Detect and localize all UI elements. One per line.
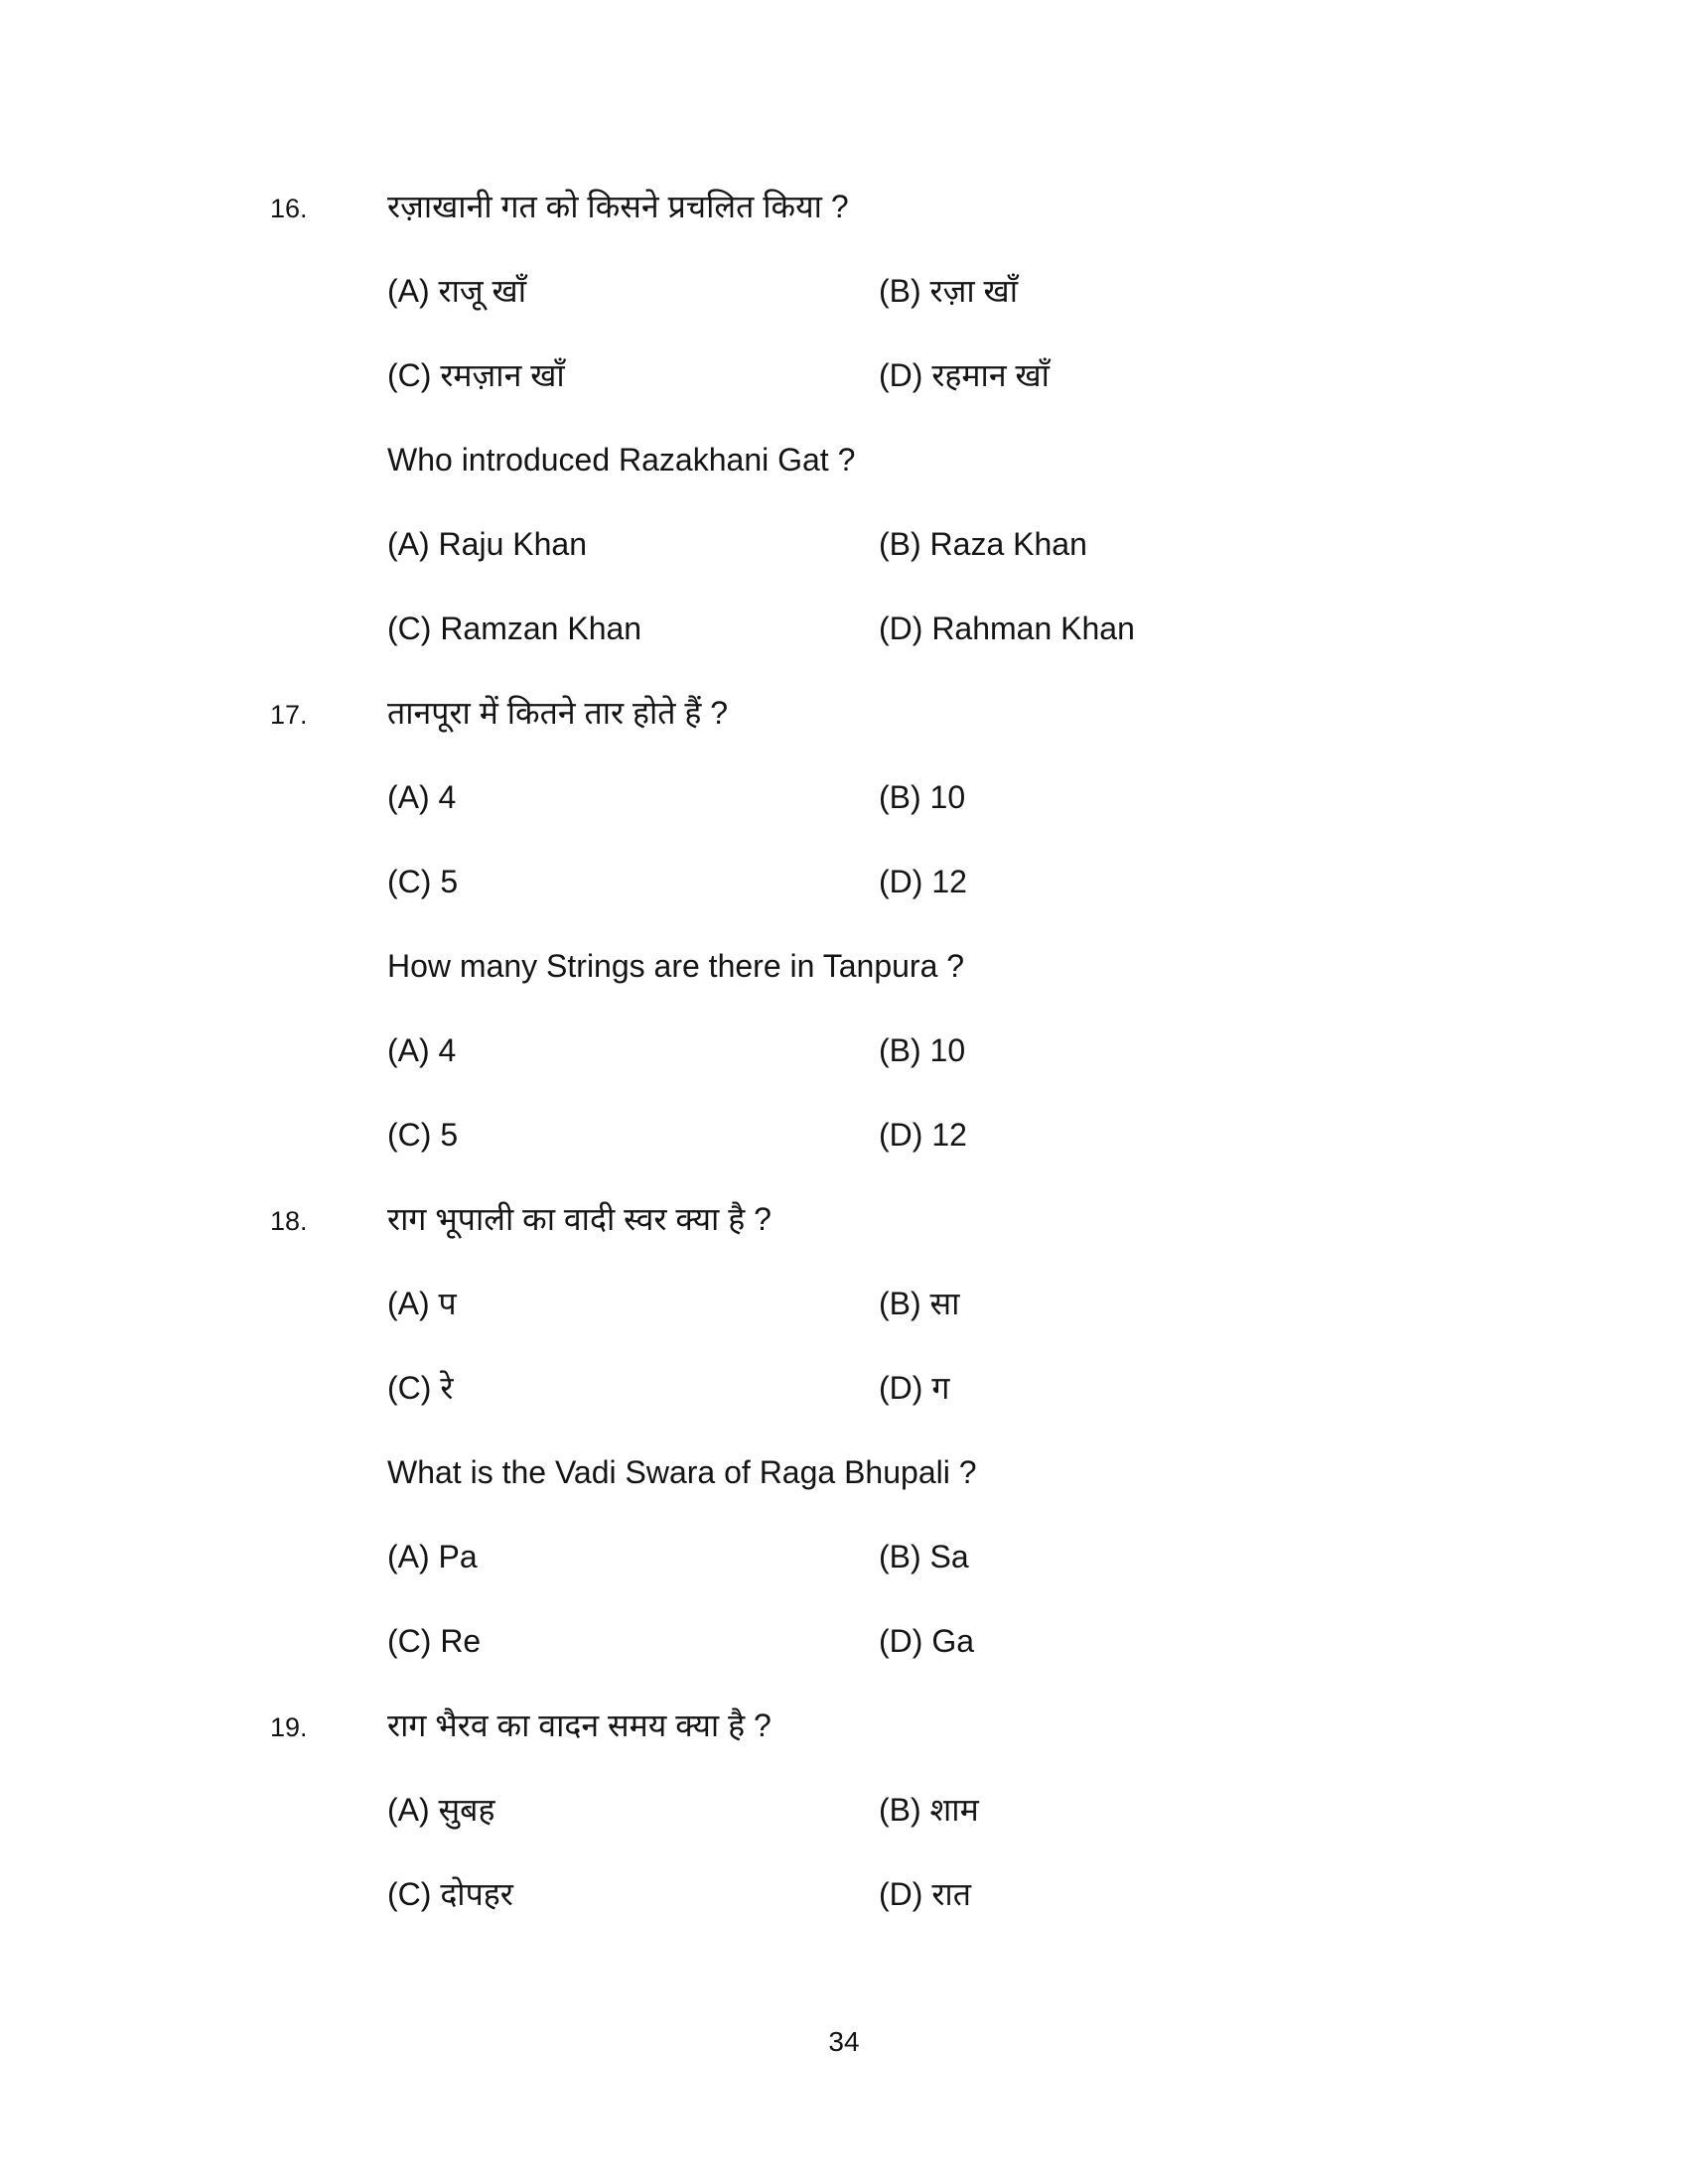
- question-number: 17.: [270, 700, 308, 730]
- option-label: (B): [879, 273, 921, 309]
- option-text: शाम: [929, 1792, 979, 1828]
- question-body: [387, 1706, 1688, 1959]
- options-row: [387, 1030, 1688, 1070]
- option-text: 4: [438, 779, 457, 815]
- question-text-hindi: तानपूरा में कितने तार होते हैं ?: [387, 695, 729, 731]
- option-b-hindi: [879, 271, 1018, 311]
- option-label: (C): [387, 1117, 432, 1153]
- options-row: [387, 862, 1688, 901]
- option-a-hindi: [387, 777, 879, 817]
- option-label: (C): [387, 1623, 432, 1659]
- option-text: Raju Khan: [438, 526, 587, 562]
- options-row: [387, 1284, 1688, 1323]
- option-label: (D): [879, 1876, 923, 1912]
- option-label: (C): [387, 611, 432, 646]
- option-label: (C): [387, 864, 432, 899]
- option-label: (C): [387, 357, 432, 393]
- option-label: (A): [387, 1539, 430, 1574]
- option-text: ग: [931, 1370, 950, 1406]
- option-label: (B): [879, 526, 921, 562]
- option-text: Ramzan Khan: [440, 611, 642, 646]
- options-row: [387, 777, 1688, 817]
- options-row: [387, 271, 1688, 311]
- option-d-english: [879, 1115, 967, 1155]
- option-label: (B): [879, 1286, 921, 1321]
- question-text-english: What is the Vadi Swara of Raga Bhupali ?: [387, 1454, 977, 1490]
- option-a-english: [387, 1030, 879, 1070]
- option-text: रमज़ान खाँ: [440, 357, 565, 393]
- option-c-hindi: [387, 355, 879, 395]
- option-d-hindi: [879, 1368, 949, 1408]
- question-text-hindi: रज़ाखानी गत को किसने प्रचलित किया ?: [387, 189, 849, 224]
- question-19: [0, 1706, 1688, 1959]
- options-row: [387, 524, 1688, 564]
- option-label: (C): [387, 1370, 432, 1406]
- question-text-english: How many Strings are there in Tanpura ?: [387, 948, 965, 984]
- options-row: [387, 1874, 1688, 1914]
- option-d-hindi: [879, 862, 967, 901]
- question-number: 16.: [270, 194, 308, 223]
- question-number: 19.: [270, 1712, 308, 1742]
- option-c-english: [387, 1621, 879, 1661]
- option-text: Ga: [931, 1623, 974, 1659]
- option-label: (B): [879, 1539, 921, 1574]
- option-label: (D): [879, 1117, 923, 1153]
- option-label: (A): [387, 1286, 430, 1321]
- option-c-english: [387, 609, 879, 648]
- option-a-hindi: [387, 1284, 879, 1323]
- option-c-hindi: [387, 1368, 879, 1408]
- option-text: रज़ा खाँ: [929, 273, 1019, 309]
- question-body: [387, 187, 1688, 693]
- option-text: प: [438, 1286, 457, 1321]
- option-text: 10: [929, 779, 966, 815]
- page-number: 34: [828, 2026, 860, 2057]
- option-b-hindi: [879, 1284, 959, 1323]
- option-label: (D): [879, 1623, 923, 1659]
- option-label: (D): [879, 357, 923, 393]
- option-text: 12: [931, 1117, 967, 1153]
- option-text: 4: [438, 1032, 457, 1068]
- options-row: [387, 1115, 1688, 1155]
- question-body: [387, 1199, 1688, 1706]
- option-d-english: [879, 1621, 974, 1661]
- option-text: रात: [931, 1876, 971, 1912]
- option-text: सुबह: [438, 1792, 495, 1828]
- options-row: [387, 1368, 1688, 1408]
- option-d-hindi: [879, 355, 1050, 395]
- option-label: (A): [387, 1792, 430, 1828]
- option-text: Raza Khan: [929, 526, 1087, 562]
- option-text: Sa: [929, 1539, 969, 1574]
- option-label: (A): [387, 1032, 430, 1068]
- option-d-english: [879, 609, 1135, 648]
- option-b-english: [879, 1030, 965, 1070]
- options-row: [387, 1537, 1688, 1576]
- options-row: [387, 1621, 1688, 1661]
- option-a-english: [387, 524, 879, 564]
- option-text: रहमान खाँ: [931, 357, 1050, 393]
- option-d-hindi: [879, 1874, 971, 1914]
- option-c-english: [387, 1115, 879, 1155]
- option-b-english: [879, 524, 1087, 564]
- option-text: 10: [929, 1032, 966, 1068]
- option-text: सा: [929, 1286, 960, 1321]
- option-b-hindi: [879, 777, 965, 817]
- option-label: (B): [879, 1032, 921, 1068]
- question-text-hindi: राग भूपाली का वादी स्वर क्या है ?: [387, 1201, 772, 1237]
- option-text: 5: [440, 864, 459, 899]
- options-row: [387, 355, 1688, 395]
- option-a-hindi: [387, 1790, 879, 1830]
- option-label: (D): [879, 864, 923, 899]
- question-text-hindi: राग भैरव का वादन समय क्या है ?: [387, 1707, 772, 1743]
- option-label: (A): [387, 273, 430, 309]
- question-text-english: Who introduced Razakhani Gat ?: [387, 442, 856, 478]
- question-18: [0, 1199, 1688, 1706]
- option-label: (A): [387, 779, 430, 815]
- option-b-hindi: [879, 1790, 979, 1830]
- option-text: Pa: [438, 1539, 478, 1574]
- option-label: (B): [879, 779, 921, 815]
- option-text: राजू खाँ: [438, 273, 527, 309]
- option-text: रे: [440, 1370, 454, 1406]
- option-text: Re: [440, 1623, 482, 1659]
- option-a-hindi: [387, 271, 879, 311]
- option-c-hindi: [387, 862, 879, 901]
- option-label: (D): [879, 611, 923, 646]
- option-a-english: [387, 1537, 879, 1576]
- option-text: 5: [440, 1117, 459, 1153]
- question-body: [387, 693, 1688, 1199]
- option-b-english: [879, 1537, 969, 1576]
- question-17: [0, 693, 1688, 1199]
- question-16: [0, 187, 1688, 693]
- option-label: (B): [879, 1792, 921, 1828]
- options-row: [387, 609, 1688, 648]
- option-label: (A): [387, 526, 430, 562]
- question-number: 18.: [270, 1206, 308, 1236]
- option-label: (D): [879, 1370, 923, 1406]
- option-text: दोपहर: [440, 1876, 513, 1912]
- option-c-hindi: [387, 1874, 879, 1914]
- option-label: (C): [387, 1876, 432, 1912]
- options-row: [387, 1790, 1688, 1830]
- option-text: Rahman Khan: [931, 611, 1135, 646]
- option-text: 12: [931, 864, 967, 899]
